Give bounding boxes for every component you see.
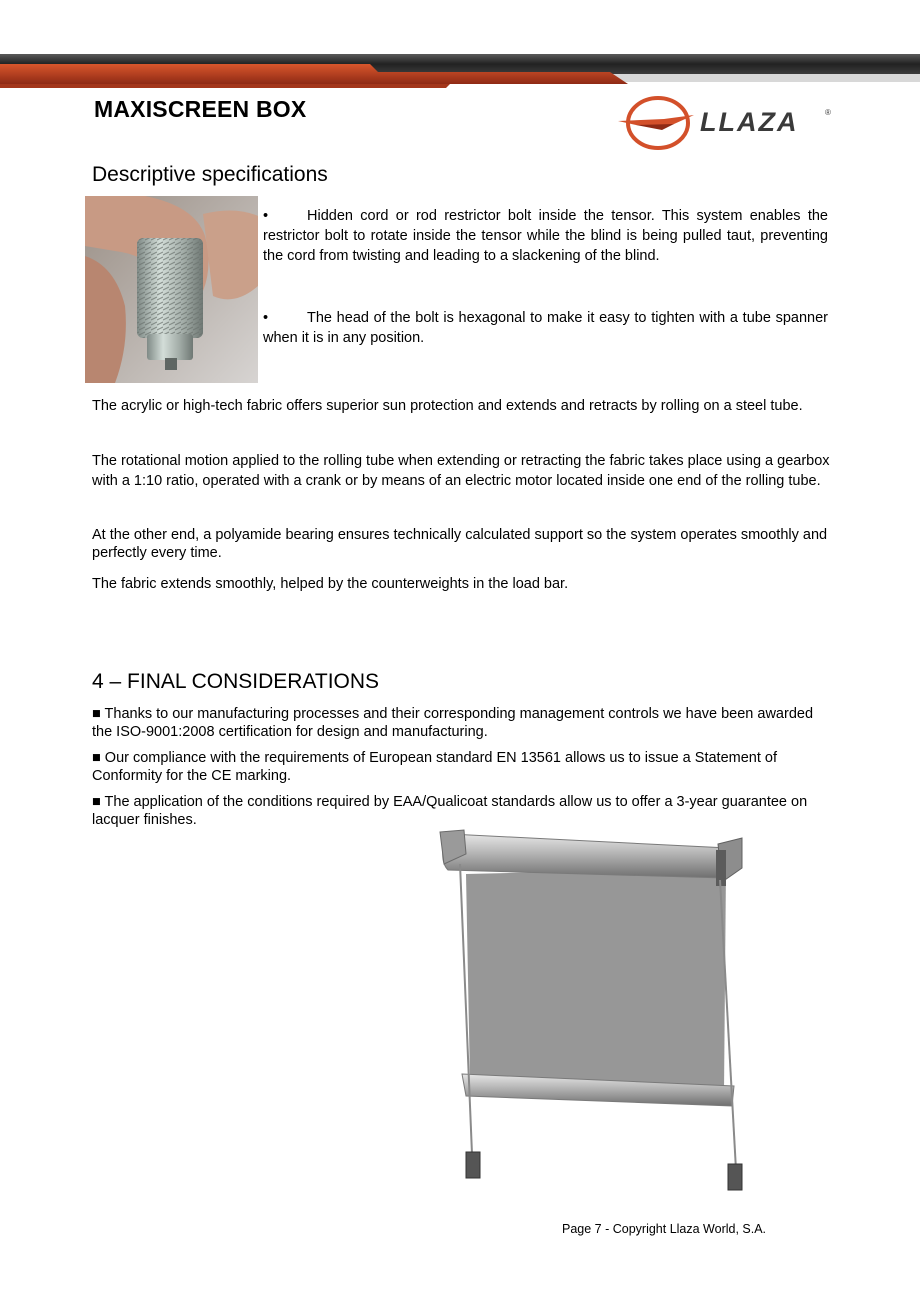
logo-text: LLAZA — [700, 107, 799, 137]
spec-bullet-1 — [263, 206, 828, 266]
final-considerations-heading: 4 – FINAL CONSIDERATIONS — [92, 670, 380, 693]
page-footer: Page 7 - Copyright Llaza World, S.A. — [562, 1222, 767, 1236]
consideration-item: ■ Thanks to our manufacturing processes and their corresponding management controls we have been awarded the ISO-9001:2008 certification for design and manufacturing. — [92, 706, 814, 740]
spec-bullet-text: Hidden cord or rod restrictor bolt inside the tensor. This system enables the restrictor bolt to rotate inside the tensor while the blind is being pulled taut, preventing the cord from twisting and leading to a slackening of the blind. — [263, 208, 828, 264]
bullet-symbol: • — [263, 208, 269, 224]
spec-bullet-text: The head of the bolt is hexagonal to make it easy to tighten with a tube spanner when it is in any position. — [263, 310, 828, 346]
spec-paragraph: At the other end, a polyamide bearing ensures technically calculated support so the system operates smoothly and perfectly every time. — [92, 527, 828, 561]
consideration-item: ■ Our compliance with the requirements of European standard EN 13561 allows us to issue a Statement of Conformity for the CE marking. — [92, 750, 777, 784]
document-title: MAXISCREEN BOX — [94, 96, 307, 122]
specs-heading: Descriptive specifications — [92, 163, 328, 186]
spec-bullet-2 — [263, 308, 828, 348]
roller-blind-drawing — [436, 824, 748, 1196]
spec-paragraph: The acrylic or high-tech fabric offers superior sun protection and extends and retracts by rolling on a steel tube. — [92, 398, 803, 414]
registered-mark: ® — [825, 108, 831, 117]
header-band — [0, 54, 920, 88]
llaza-logo — [616, 94, 832, 152]
restrictor-bolt-photo — [85, 196, 258, 383]
consideration-item: ■ The application of the conditions required by EAA/Qualicoat standards allow us to offer a 3-year guarantee on lacquer finishes. — [92, 794, 808, 828]
spec-paragraph: The rotational motion applied to the rolling tube when extending or retracting the fabric takes place using a gearbox with a 1:10 ratio, operated with a crank or by means of an electric motor located inside one end of the rolling tube. — [92, 453, 830, 489]
spec-paragraph: The fabric extends smoothly, helped by the counterweights in the load bar. — [92, 576, 569, 592]
bullet-symbol: • — [263, 310, 269, 326]
